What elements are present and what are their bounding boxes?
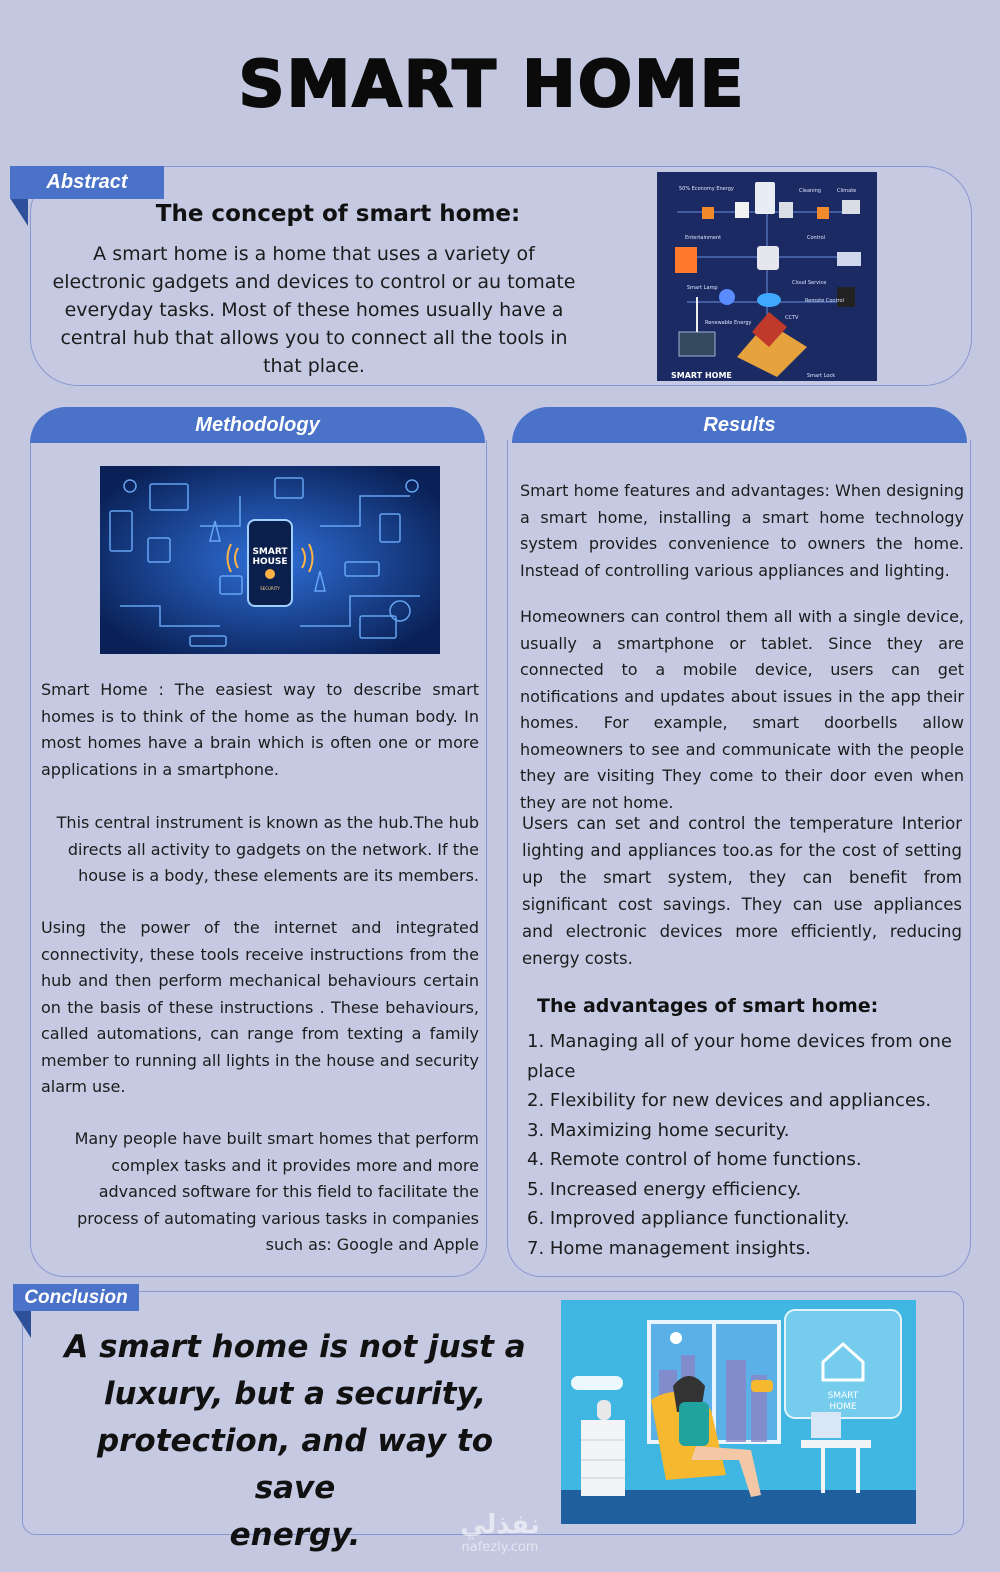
label-caption: SMART HOME: [671, 371, 732, 380]
methodology-paragraph-4: Many people have built smart homes that perform complex tasks and it provides more and more advanced software for this field to facilitate the process of automating various tasks in companies such as: Google and Apple: [74, 1129, 479, 1254]
label-cloud: Cloud Service: [792, 280, 827, 286]
abstract-tag: Abstract: [10, 166, 164, 199]
advantage-item: 7. Home management insights.: [527, 1237, 811, 1259]
methodology-paragraph-1: Smart Home : The easiest way to describe smart homes is to think of the home as the human body. In most homes have a brain which is often one or more applications in a smartphone.: [41, 680, 479, 779]
conclusion-line: protection, and way to save: [96, 1423, 494, 1506]
conclusion-line: luxury, but a security,: [103, 1376, 487, 1412]
advantage-item: 2. Flexibility for new devices and appliances.: [527, 1090, 932, 1111]
phone-text-smart: SMART: [252, 547, 288, 557]
results-paragraph-2: Homeowners can control them all with a single device, usually a smartphone or tablet. Since they are connected to a mobile device, users can get notifications and updates about issues in the app their homes. For example, smart doorbells allow homeowners to see and communicate with the people they are visiting They come to their door even when they are not home.: [520, 607, 964, 812]
advantage-item: 3. Maximizing home security.: [527, 1119, 790, 1141]
conclusion-line: energy.: [229, 1517, 361, 1553]
results-paragraph-3: Users can set and control the temperature Interior lighting and appliances too.as for the cost of setting up the smart system, they can benefit from significant cost savings. They can use appliances and electronic devices more efficiently, reducing energy costs.: [522, 814, 962, 968]
conclusion-tag: Conclusion: [13, 1284, 139, 1311]
abstract-tag-fold: [10, 198, 28, 226]
advantage-item: 4. Remote control of home functions.: [527, 1149, 862, 1170]
image-label-smart: SMART: [827, 1391, 859, 1401]
results-paragraph-1: Smart home features and advantages: When designing a smart home, installing a smart home technology system provides convenience to owners the home. Instead of controlling various appliances and lighting.: [520, 481, 964, 580]
advantage-item: 6. Improved appliance functionality.: [527, 1208, 850, 1229]
results-header: Results: [512, 407, 967, 443]
smart-home-diagram-image: [657, 172, 877, 381]
advantages-list: [527, 1027, 967, 1263]
advantage-item: 1. Managing all of your home devices from one place: [527, 1031, 952, 1082]
watermark: [440, 1510, 560, 1556]
advantages-heading: The advantages of smart home:: [537, 995, 879, 1017]
label-smart-lock: Smart Lock: [807, 373, 836, 379]
methodology-paragraph-2: This central instrument is known as the hub.The hub directs all activity to gadgets on the network. If the house is a body, these elements are its members.: [56, 813, 479, 885]
smart-house-hub-image: [100, 466, 440, 654]
methodology-paragraph-3: Using the power of the internet and integrated connectivity, these tools receive instructions from the hub and then perform mechanical behaviours certain on the basis of these instructions . These behaviours, called automations, can range from texting a family member to running all lights in the house and security alarm use.: [41, 918, 479, 1096]
phone-text-security: SECURITY: [260, 586, 280, 591]
advantage-item: 5. Increased energy efficiency.: [527, 1178, 802, 1200]
image-label-home: HOME: [829, 1402, 857, 1412]
label-cctv: CCTV: [785, 315, 799, 321]
conclusion-line: A smart home is not just a: [64, 1329, 526, 1365]
label-economy: 50% Economy Energy: [679, 186, 734, 192]
label-cleaning: Cleaning: [799, 188, 821, 194]
label-control: Control: [807, 235, 826, 241]
label-entertainment: Entertainment: [685, 235, 722, 241]
page-title: SMART HOME: [238, 48, 746, 122]
watermark-arabic: نفذلي: [460, 1510, 540, 1540]
label-climate: Climate: [837, 188, 857, 194]
phone-text-house: HOUSE: [252, 557, 288, 567]
methodology-header: Methodology: [30, 407, 485, 443]
label-remote: Remote Control: [805, 298, 844, 304]
woman-smart-home-image: [561, 1300, 916, 1524]
watermark-latin: nafezly.com: [461, 1540, 539, 1555]
label-smart-lamp: Smart Lamp: [687, 285, 718, 291]
label-renewable: Renewable Energy: [705, 320, 752, 326]
abstract-text: A smart home is a home that uses a variety of electronic gadgets and devices to control or au tomate everyday tasks. Most of these homes usually have a central hub that allows you to connect all the tools in that place.: [52, 243, 576, 377]
abstract-heading: The concept of smart home:: [155, 201, 521, 227]
conclusion-tag-fold: [13, 1310, 31, 1338]
